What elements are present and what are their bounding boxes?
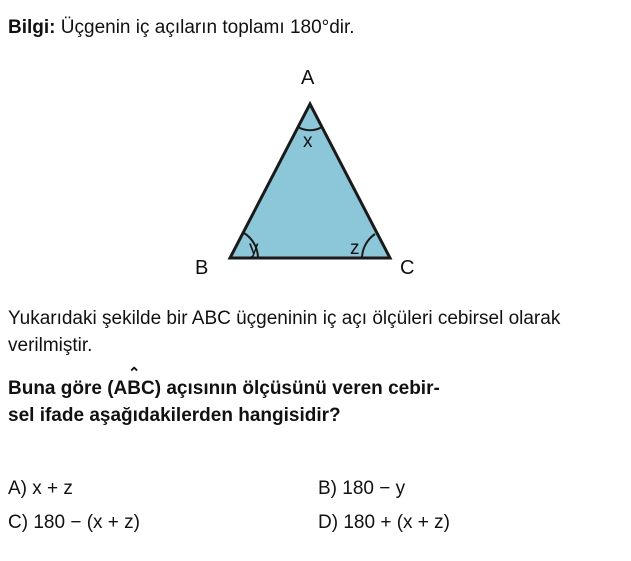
option-row-2 (8, 512, 608, 546)
option-b-text: 180 − y (342, 478, 406, 499)
caret-icon: ⌃ (127, 365, 141, 382)
angle-label-x: x (303, 131, 313, 152)
option-a-label: A) (8, 478, 27, 499)
triangle-figure (0, 58, 631, 288)
question-line-2: sel ifade aşağıdakilerden hangisidir? (8, 405, 341, 426)
option-b[interactable] (318, 478, 608, 500)
option-b-label: B) (318, 478, 337, 499)
option-d[interactable] (318, 512, 608, 534)
option-c[interactable] (8, 512, 318, 534)
vertex-label-b: B (195, 257, 209, 279)
question-part-after: C) açısının ölçüsünü veren cebir- (141, 378, 440, 399)
vertex-label-c: C (400, 257, 415, 279)
angle-label-z: z (350, 238, 360, 259)
option-a-text: x + z (32, 478, 73, 499)
question-text (8, 365, 608, 429)
question-part-before: Buna göre (A (8, 378, 128, 399)
question-part-mid: B (127, 378, 142, 399)
info-text: Üçgenin iç açıların toplamı 180°dir. (55, 17, 355, 38)
angle-notation (127, 365, 142, 402)
info-line (8, 16, 355, 40)
option-c-text: 180 − (x + z) (33, 512, 141, 533)
answer-options (8, 478, 608, 546)
figure-description: Yukarıdaki şekilde bir ABC üçgeninin iç açı ölçüleri cebirsel olarak verilmiştir. (8, 308, 561, 356)
info-label: Bilgi: (8, 17, 56, 38)
triangle-shape (230, 104, 390, 258)
option-c-label: C) (8, 512, 29, 533)
option-d-text: 180 + (x + z) (343, 512, 451, 533)
option-row-1 (8, 478, 608, 512)
option-d-label: D) (318, 512, 339, 533)
option-a[interactable] (8, 478, 318, 500)
vertex-label-a: A (301, 67, 315, 89)
angle-label-y: y (249, 238, 259, 259)
